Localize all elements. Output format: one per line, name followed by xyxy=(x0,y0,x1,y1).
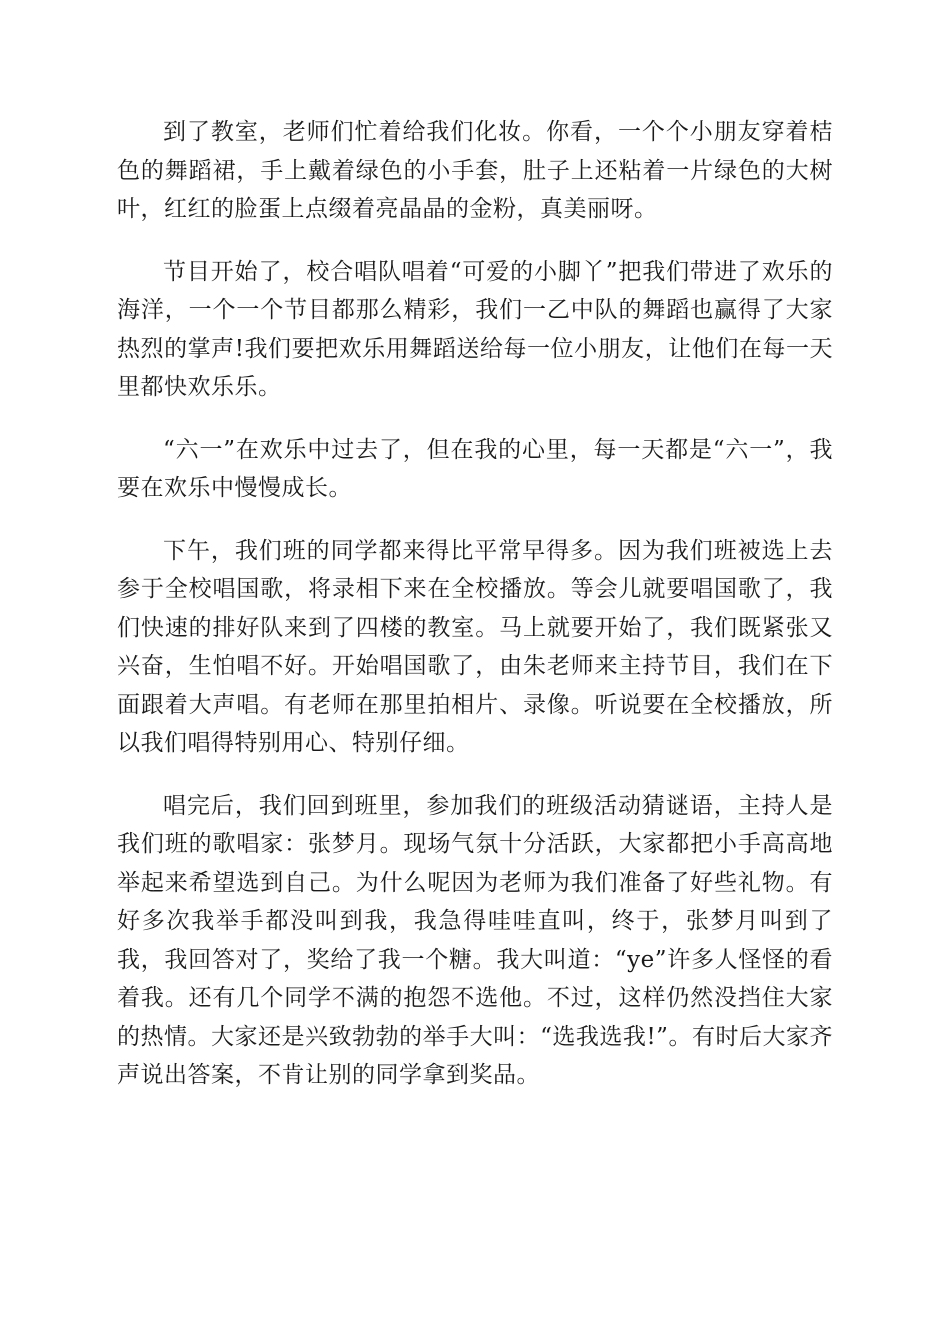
paragraph-childrens-day: “六一”在欢乐中过去了，但在我的心里，每一天都是“六一”，我要在欢乐中慢慢成长。 xyxy=(117,436,833,501)
paragraph-classroom-makeup: 到了教室，老师们忙着给我们化妆。你看，一个个小朋友穿着桔色的舞蹈裙，手上戴着绿色的小手套，肚子上还粘着一片绿色的大树叶，红红的脸蛋上点缀着亮晶晶的金粉，真美丽呀。 xyxy=(117,119,833,222)
paragraph-riddle-activity: 唱完后，我们回到班里，参加我们的班级活动猜谜语，主持人是我们班的歌唱家：张梦月。现场气氛十分活跃，大家都把小手高高地举起来希望选到自己。为什么呢因为老师为我们准备了好些礼物。有好多次我举手都没叫到我，我急得哇哇直叫，终于，张梦月叫到了我，我回答对了，奖给了我一个糖。我大叫道：“ye”许多人怪怪的看着我。还有几个同学不满的抱怨不选他。不过，这样仍然没挡住大家的热情。大家还是兴致勃勃的举手大叫：“选我选我!”。有时后大家齐声说出答案，不肯让别的同学拿到奖品。 xyxy=(117,792,833,1088)
paragraph-program-start: 节目开始了，校合唱队唱着“可爱的小脚丫”把我们带进了欢乐的海洋，一个一个节目都那么精彩，我们一乙中队的舞蹈也赢得了大家热烈的掌声!我们要把欢乐用舞蹈送给每一位小朋友，让他们在每一天里都快欢乐乐。 xyxy=(117,258,833,400)
document-body xyxy=(117,113,833,1119)
paragraph-anthem-singing: 下午，我们班的同学都来得比平常早得多。因为我们班被选上去参于全校唱国歌，将录相下来在全校播放。等会儿就要唱国歌了，我们快速的排好队来到了四楼的教室。马上就要开始了，我们既紧张又兴奋，生怕唱不好。开始唱国歌了，由朱老师来主持节目，我们在下面跟着大声唱。有老师在那里拍相片、录像。听说要在全校播放，所以我们唱得特别用心、特别仔细。 xyxy=(117,537,833,756)
